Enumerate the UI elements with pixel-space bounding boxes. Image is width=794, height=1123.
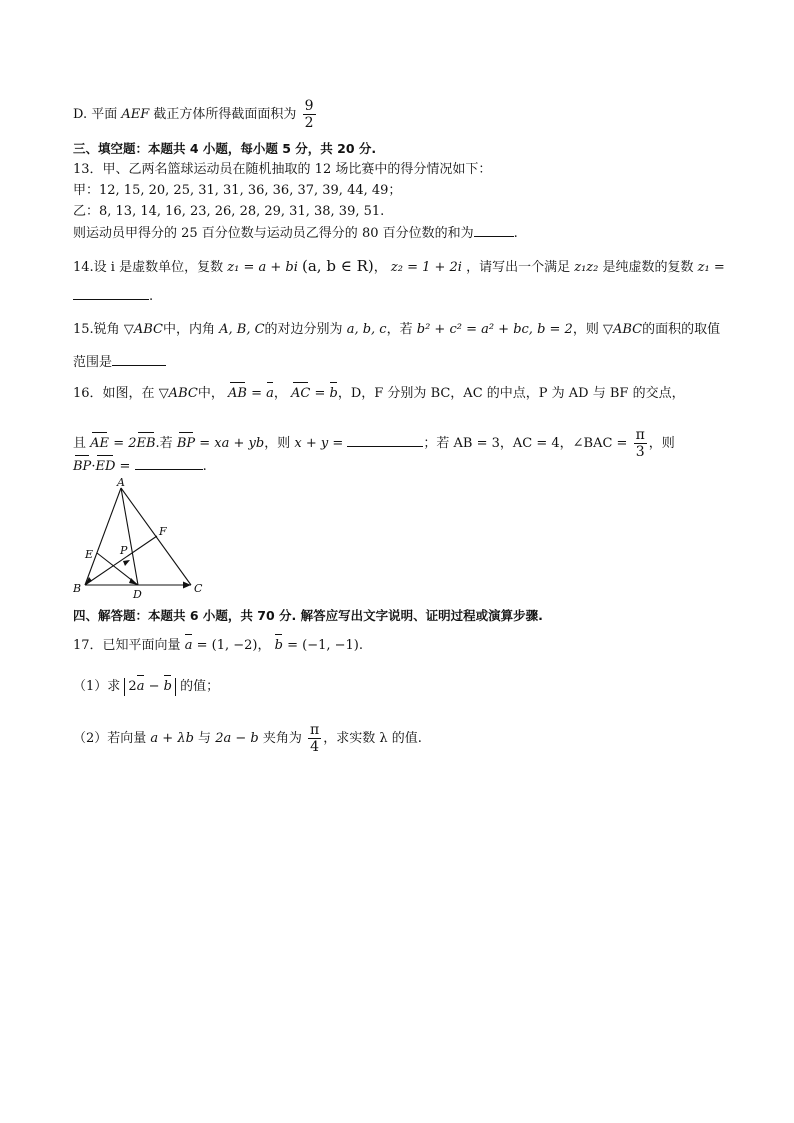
vector-ab: AB [227,386,247,401]
triangle-figure [73,478,213,598]
fraction-pi-quarter [308,722,321,755]
fraction-nine-halves [303,98,316,131]
coef-two: 2 [128,679,137,694]
frac-den: 2 [304,115,314,131]
q14-z1z2: z₁z₂ [574,260,599,275]
q16-triangle: ▽ABC [158,386,198,401]
q15-line1 [73,321,720,339]
q17-2-text-c: 夹角为 [262,731,302,746]
q17-line1 [73,637,363,655]
q17-2-text-b: 与 [198,731,212,746]
q14-z1-eq: z₁ = [697,260,725,275]
q15-triangle: ▽ABC [123,322,163,337]
vector-a: a [184,638,193,653]
vector-b: b [163,679,172,694]
q15-text-a: 15.锐角 [73,322,120,337]
segment-ad [121,488,138,585]
q17-2-expr2: 2a − b [215,731,259,746]
q16-text-c: ，D，F 分别为 BC，AC 的中点，P 为 AD 与 BF 的交点， [337,386,685,401]
dot-operator: · [91,459,96,474]
answer-blank [112,353,166,366]
frac-num: π [310,722,320,738]
q14-text-c: 是纯虚数的复数 [602,260,694,275]
vector-a-value: = (1, −2) [196,638,258,653]
q17-2-text-d: ，求实数 λ 的值. [323,731,422,746]
label-e: E [85,548,94,561]
answer-blank [474,224,514,237]
q14-line2: . [73,287,153,306]
q17-part2 [73,722,422,755]
vector-b: b [274,638,283,653]
vector-b-value: = (−1, −1) [287,638,359,653]
q15-triangle-2: ▽ABC [602,322,643,337]
frac-num: 9 [304,98,314,114]
q14-cond: (a, b ∈ R) [302,257,374,275]
q13-jia-scores: 甲：12, 15, 20, 25, 31, 31, 36, 36, 37, 39, 44, 49； [73,183,402,198]
q16-line3: BP·ED = . [73,459,207,474]
q13-ask: 则运动员甲得分的 25 百分位数与运动员乙得分的 80 百分位数的和为 [73,226,474,241]
side-ab [85,488,121,585]
q15-text-d: ，若 [386,322,413,337]
q15-sides: a, b, c [346,322,387,337]
vector-a: a [266,386,274,401]
option-d-label: D. 平面 [73,107,118,122]
answer-blank [135,457,203,470]
q14-z2-expr: z₂ = 1 + 2i [390,260,462,275]
q17-1-text-b: 的值； [180,679,220,694]
section-4-heading: 四、解答题：本题共 6 小题，共 70 分. 解答应写出文字说明、证明过程或演算步骤. [73,608,543,623]
q17-2-expr1: a + λb [150,731,194,746]
magnitude-expr [124,678,176,696]
q16-text-g: ；若 AB = 3，AC = 4，∠BAC = [423,436,628,451]
q13-question: 则运动员甲得分的 25 百分位数与运动员乙得分的 80 百分位数的和为 . [73,226,518,241]
q15-equation: b² + c² = a² + bc, b = 2 [416,322,573,337]
q15-line2 [73,353,166,372]
vector-a: a [136,679,145,694]
q17-part1 [73,678,219,696]
q16-text-h: ，则 [648,436,675,451]
q15-angles: A, B, C [219,322,265,337]
q14-z1-expr: z₁ = a + bi [227,260,298,275]
label-a: A [117,478,125,489]
fraction-pi-third [634,427,647,460]
vector-ed: ED [95,459,116,474]
label-d: D [133,588,142,598]
vector-bp-2: BP [73,459,92,474]
frac-num: π [635,427,645,443]
answer-blank [73,287,149,300]
q16-text-f: ，则 [264,436,291,451]
q15-text-c: 的对边分别为 [264,322,343,337]
q15-text-e: ，则 [572,322,599,337]
plane-aef: AEF [121,107,150,122]
frac-den: 4 [310,739,320,755]
vector-bp: BP [176,436,196,451]
answer-blank [347,434,423,447]
label-b: B [73,582,82,595]
q14-text-b: ，请写出一个满足 [466,260,571,275]
q17-text-a: 17．已知平面向量 [73,638,181,653]
q16-line2 [73,427,675,460]
q15-text-f: 的面积的取值 [642,322,721,337]
label-p: P [120,544,128,557]
q13-yi-scores: 乙：8, 13, 14, 16, 23, 26, 28, 29, 31, 38, 39, 51. [73,204,385,219]
vector-ae: AE [90,436,110,451]
option-d [73,98,318,131]
q17-1-text-a: （1）求 [73,679,121,694]
q16-x-plus-y: x + y = [294,436,344,451]
q14-text-a: 14.设 i 是虚数单位，复数 [73,260,224,275]
q16-text-e: .若 [155,436,173,451]
q16-text-b: 中， [197,386,224,401]
q16-text-a: 16．如图，在 [73,386,155,401]
q17-end: . [358,638,363,653]
minus-sign: − [144,679,164,694]
q15-text-b: 中，内角 [162,322,215,337]
q15-text-g: 范围是 [73,355,113,370]
vector-ac: AC [291,386,311,401]
q16-xy-expr: = xa + yb [199,436,265,451]
section-3-heading: 三、填空题：本题共 4 小题，每小题 5 分，共 20 分. [73,141,377,156]
q17-2-text-a: （2）若向量 [73,731,147,746]
label-f: F [159,525,167,538]
vector-b: b [329,386,338,401]
label-c: C [194,582,203,595]
frac-den: 3 [635,444,645,460]
q14-line1 [73,257,725,277]
q14-sep: ， [373,260,387,275]
q16-two: = 2 [113,436,137,451]
vector-eb: EB [136,436,156,451]
q16-text-d: 且 [73,436,87,451]
arrowhead-p [123,560,130,566]
q13-intro: 13．甲、乙两名篮球运动员在随机抽取的 12 场比赛中的得分情况如下： [73,162,492,177]
option-d-text: 截正方体所得截面面积为 [153,107,297,122]
q17-sep: ， [257,638,271,653]
equals-sign: = [119,459,131,474]
q16-line1: 16．如图，在 ▽ABC中， AB = a， AC = b，D，F 分别为 BC，AC 的中点，P 为 AD 与 BF 的交点， [73,386,685,401]
